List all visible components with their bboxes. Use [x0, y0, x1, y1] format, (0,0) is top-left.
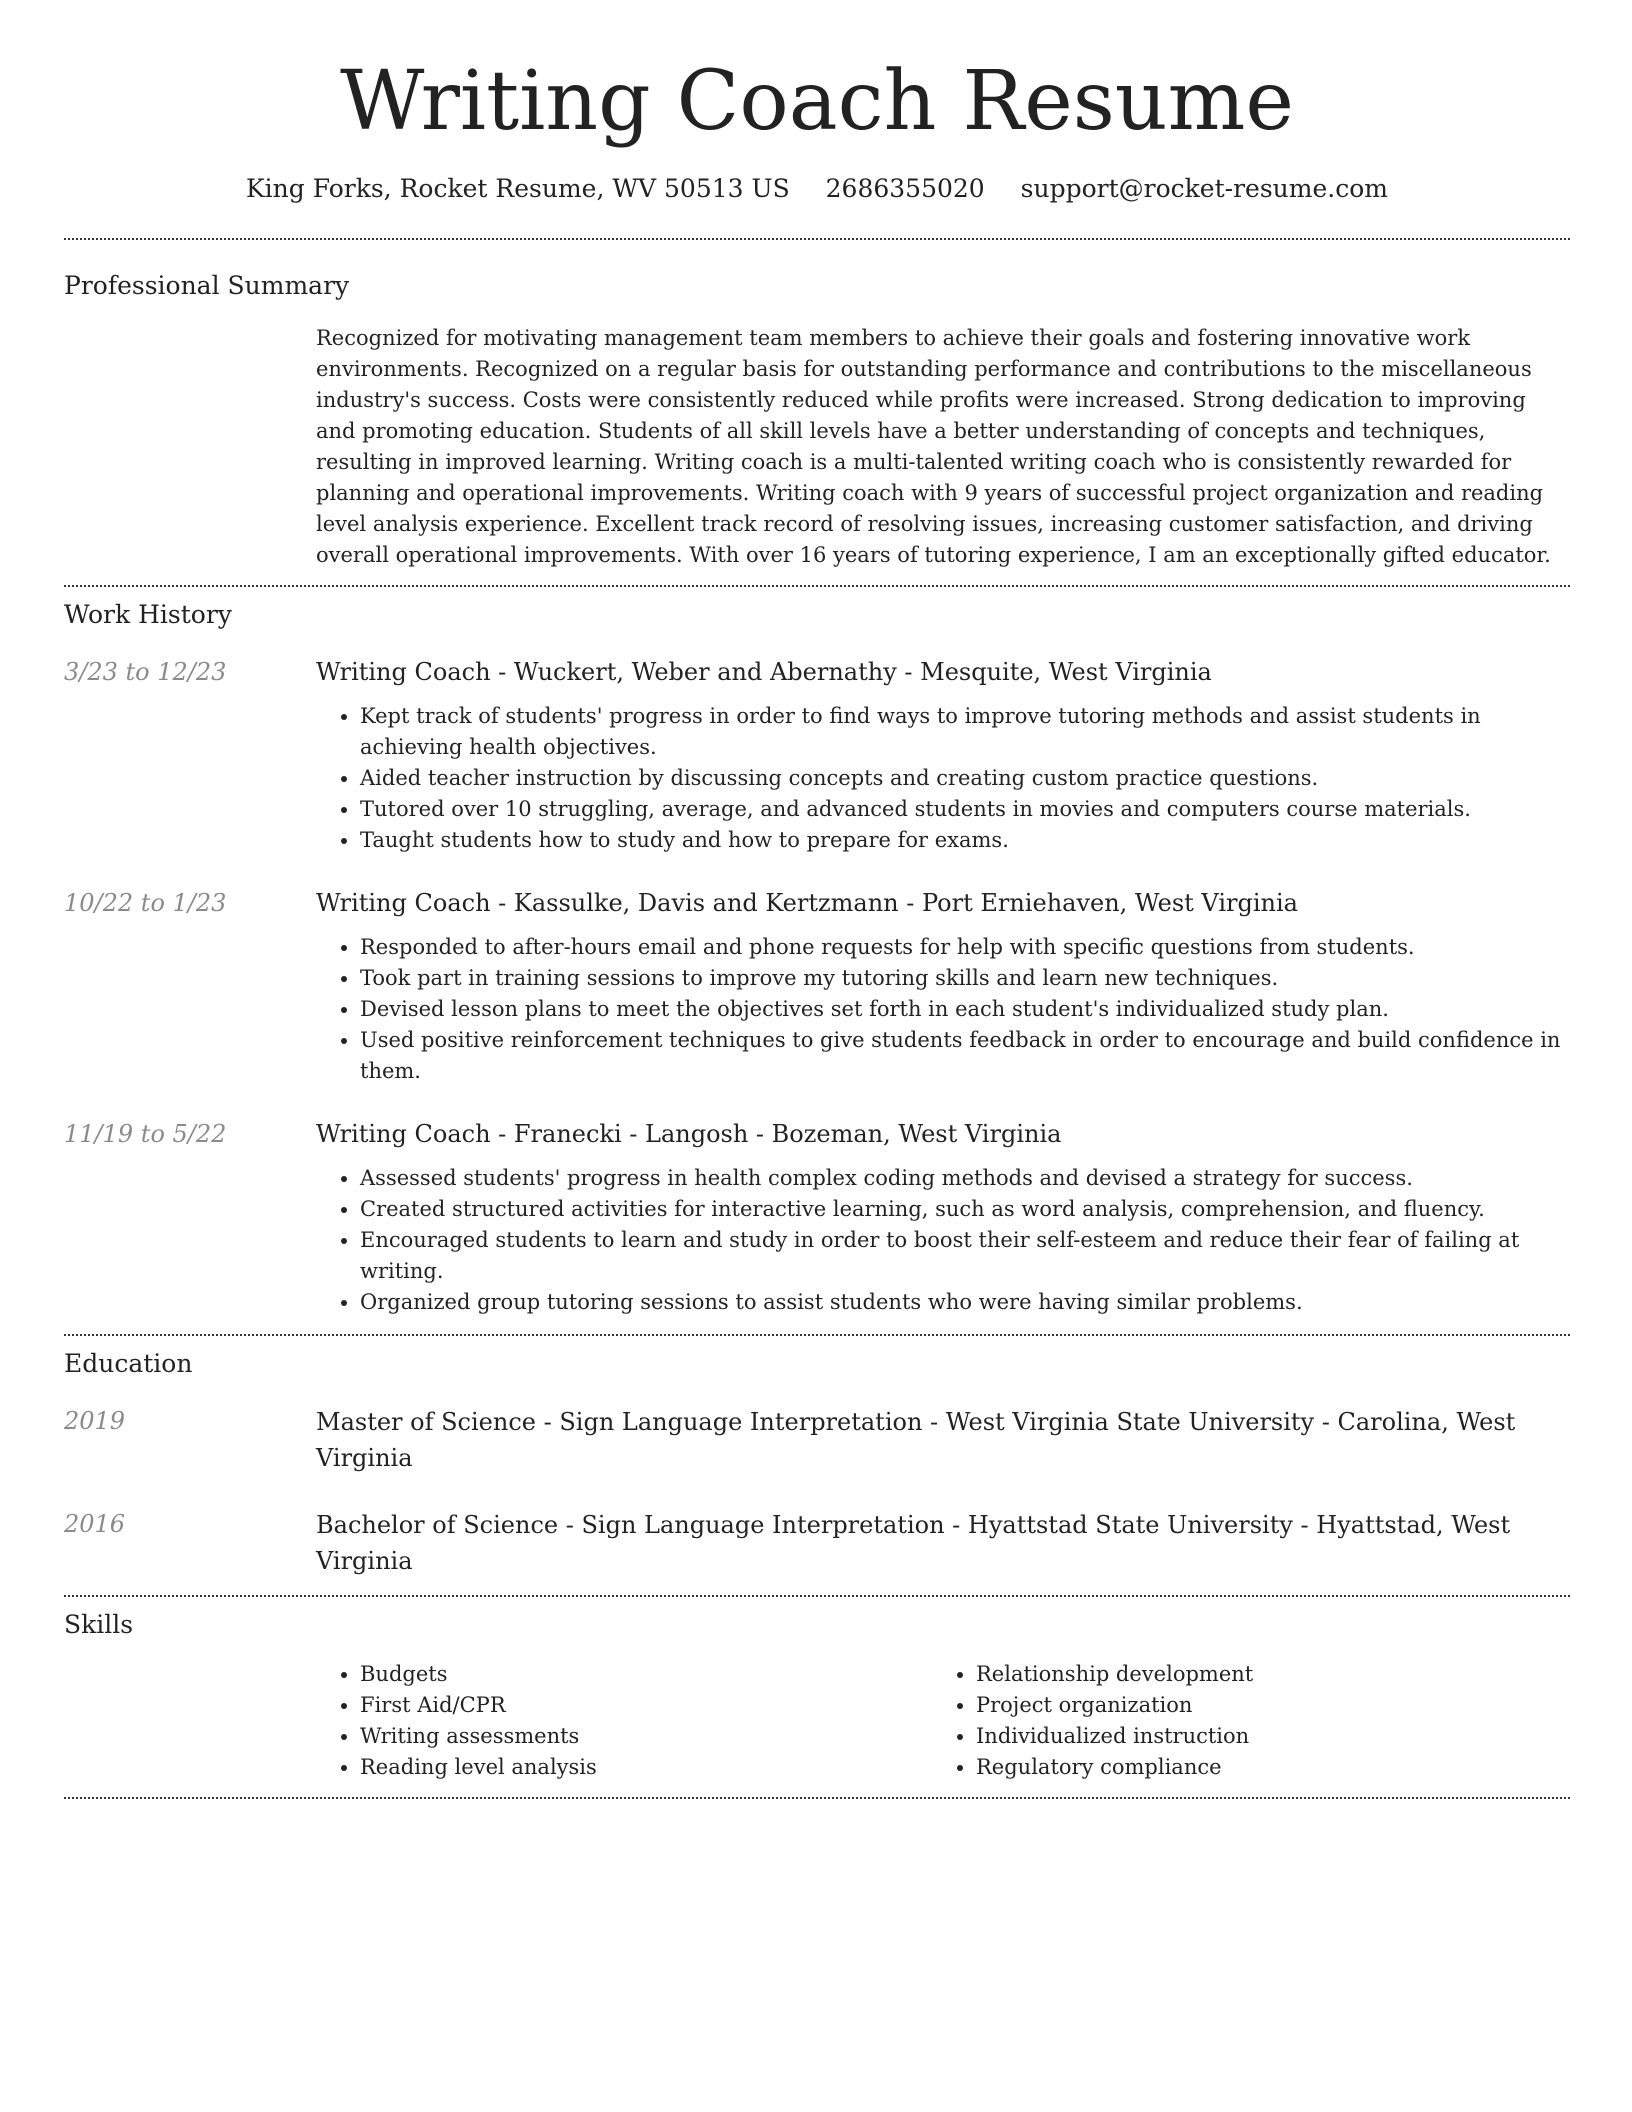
- skill-item: • First Aid/CPR: [360, 1690, 932, 1721]
- list-item: • Took part in training sessions to improve my tutoring skills and learn new techniques.: [360, 963, 1570, 994]
- job-dates: 3/23 to 12/23: [64, 658, 227, 686]
- education-year: 2016: [64, 1510, 126, 1538]
- contact-line: [64, 172, 1570, 206]
- list-item: • Organized group tutoring sessions to assist students who were having similar problems.: [360, 1287, 1570, 1318]
- job-entry: [64, 655, 1570, 856]
- list-item: • Used positive reinforcement techniques to give students feedback in order to encourage and build confidence in them.: [360, 1025, 1570, 1087]
- list-item: • Encouraged students to learn and study in order to boost their self-esteem and reduce their fear of failing at writing.: [360, 1225, 1570, 1287]
- list-item: • Responded to after-hours email and phone requests for help with specific questions from students.: [360, 932, 1570, 963]
- skill-item: • Budgets: [360, 1659, 932, 1690]
- resume-title: Writing Coach Resume: [340, 54, 1294, 149]
- skills-section: [64, 1597, 1570, 1797]
- education-entry: [64, 1507, 1570, 1579]
- education-section: [64, 1336, 1570, 1595]
- job-title: Writing Coach - Wuckert, Weber and Abernathy - Mesquite, West Virginia: [316, 658, 1212, 686]
- list-item: • Kept track of students' progress in order to find ways to improve tutoring methods and assist students in achieving health objectives.: [360, 701, 1570, 763]
- skill-item: • Relationship development: [976, 1659, 1548, 1690]
- skill-item: • Writing assessments: [360, 1721, 932, 1752]
- work-history-section: [64, 587, 1570, 1334]
- skills-list-right: [932, 1659, 1548, 1783]
- job-entry: [64, 886, 1570, 1087]
- degree-title: Master of Science - Sign Language Interpretation - West Virginia State University - Carolina, West Virginia: [316, 1408, 1516, 1472]
- list-item: • Tutored over 10 struggling, average, and advanced students in movies and computers course materials.: [360, 794, 1570, 825]
- list-item: • Assessed students' progress in health complex coding methods and devised a strategy for success.: [360, 1163, 1570, 1194]
- section-divider: [64, 1797, 1570, 1799]
- education-entry: [64, 1404, 1570, 1476]
- list-item: • Taught students how to study and how to prepare for exams.: [360, 825, 1570, 856]
- skill-item: • Reading level analysis: [360, 1752, 932, 1783]
- section-heading-work-history: Work History: [64, 600, 232, 629]
- job-title: Writing Coach - Franecki - Langosh - Bozeman, West Virginia: [316, 1120, 1062, 1148]
- list-item: • Created structured activities for interactive learning, such as word analysis, comprehension, and fluency.: [360, 1194, 1570, 1225]
- skill-item: • Regulatory compliance: [976, 1752, 1548, 1783]
- skills-list-left: [316, 1659, 932, 1783]
- contact-email: support@rocket-resume.com: [1020, 174, 1388, 203]
- list-item: • Aided teacher instruction by discussing concepts and creating custom practice questions.: [360, 763, 1570, 794]
- list-item: • Devised lesson plans to meet the objectives set forth in each student's individualized study plan.: [360, 994, 1570, 1025]
- contact-address: King Forks, Rocket Resume, WV 50513 US: [246, 174, 790, 203]
- degree-title: Bachelor of Science - Sign Language Interpretation - Hyattstad State University - Hyattstad, West Virginia: [316, 1511, 1511, 1575]
- job-entry: [64, 1117, 1570, 1318]
- skill-item: • Individualized instruction: [976, 1721, 1548, 1752]
- skill-item: • Project organization: [976, 1690, 1548, 1721]
- section-heading-skills: Skills: [64, 1610, 134, 1639]
- job-dates: 10/22 to 1/23: [64, 889, 227, 917]
- job-title: Writing Coach - Kassulke, Davis and Kertzmann - Port Erniehaven, West Virginia: [316, 889, 1298, 917]
- contact-phone: 2686355020: [825, 174, 985, 203]
- education-year: 2019: [64, 1407, 126, 1435]
- job-bullets: [316, 701, 1570, 856]
- job-dates: 11/19 to 5/22: [64, 1120, 227, 1148]
- summary-text: Recognized for motivating management team members to achieve their goals and fostering innovative work environments. Recognized on a regular basis for outstanding performance and contributions to the miscellaneous industry's success. Costs were consistently reduced while profits were increased. Strong dedication to improving and promoting education. Students of all skill levels have a better understanding of concepts and techniques, resulting in improved learning. Writing coach is a multi-talented writing coach who is consistently rewarded for planning and operational improvements. Writing coach with 9 years of successful project organization and reading level analysis experience. Excellent track record of resolving issues, increasing customer satisfaction, and driving overall operational improvements. With over 16 years of tutoring experience, I am an exceptionally gifted educator.: [316, 326, 1551, 567]
- skills-columns: [316, 1659, 1570, 1783]
- resume-page: [64, 0, 1570, 1799]
- summary-section: [64, 240, 1570, 585]
- section-heading-summary: Professional Summary: [64, 271, 350, 300]
- job-bullets: [316, 932, 1570, 1087]
- section-heading-education: Education: [64, 1349, 193, 1378]
- job-bullets: [316, 1163, 1570, 1318]
